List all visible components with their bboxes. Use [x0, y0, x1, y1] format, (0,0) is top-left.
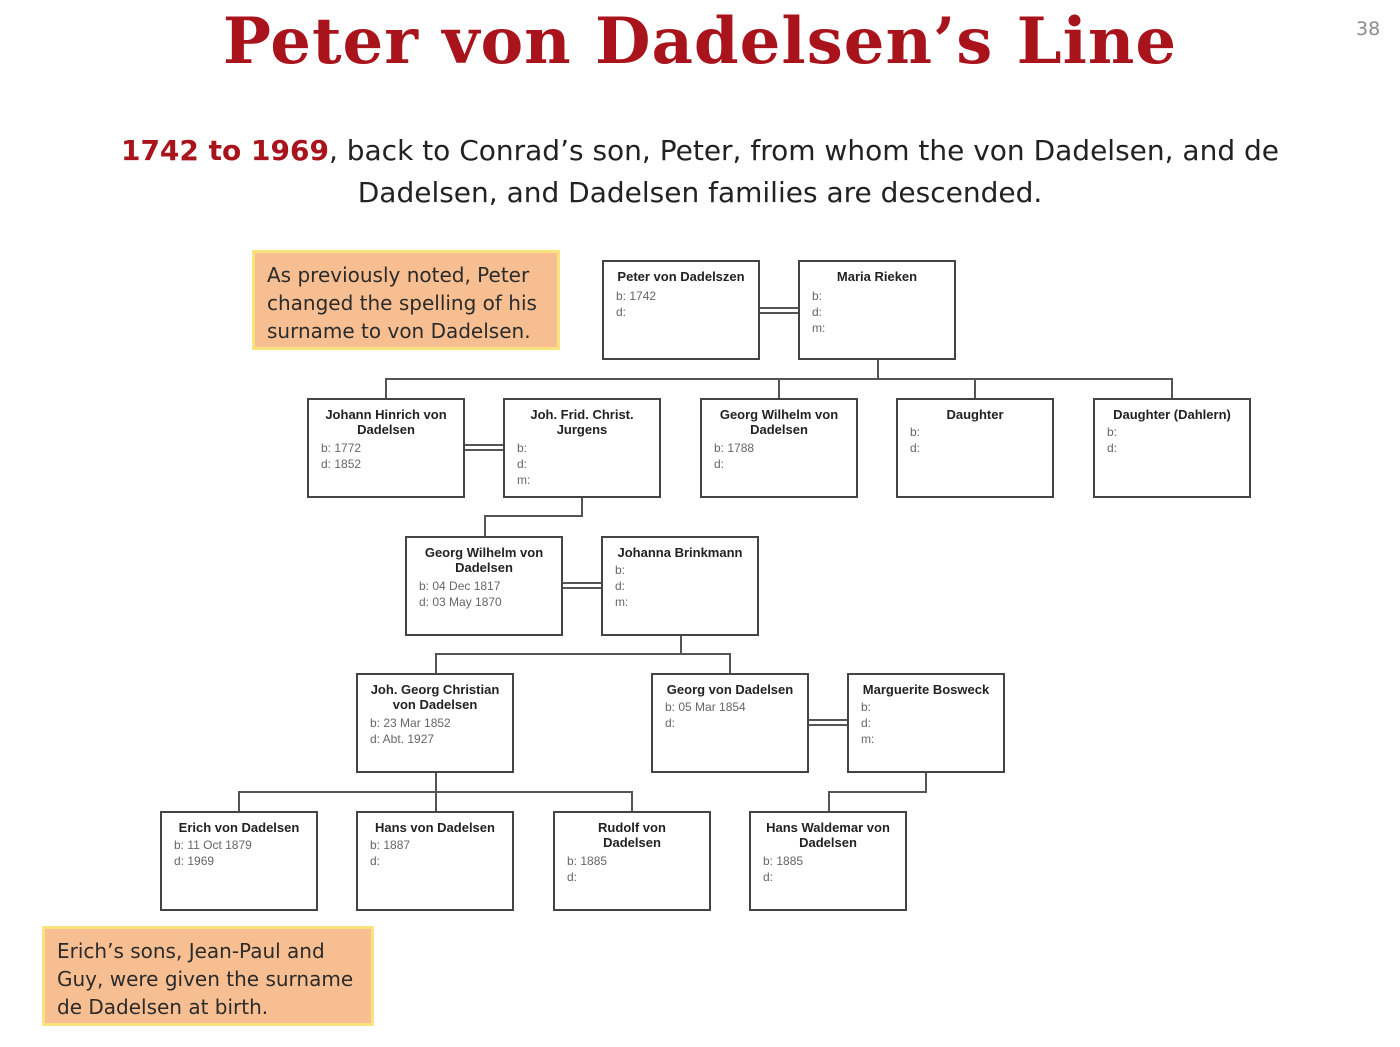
death-date: d: 03 May 1870: [419, 595, 502, 609]
birth-date: b:: [615, 563, 626, 577]
person-name: Georg von Dadelsen: [666, 682, 794, 697]
marriage-line: [563, 582, 602, 584]
death-date: d:: [714, 457, 725, 471]
death-date: d: Abt. 1927: [370, 732, 435, 746]
person-name: Marguerite Bosweck: [862, 682, 990, 697]
birth-date: b: 05 Mar 1854: [665, 700, 746, 714]
date-range: 1742 to 1969: [120, 134, 329, 167]
marriage-line: [465, 444, 504, 446]
death-date: d: 1969: [174, 854, 215, 868]
birth-date: b:: [861, 700, 872, 714]
person-name: Hans von Dadelsen: [375, 820, 495, 835]
birth-date: b: 1788: [714, 441, 755, 455]
note-erich-sons: Erich’s sons, Jean-Paul and Guy, were given the surname de Dadelsen at birth.: [42, 926, 374, 1026]
family-line: [484, 515, 583, 517]
death-date: d:: [567, 870, 578, 884]
person-name: Maria Rieken: [836, 269, 918, 284]
family-line: [631, 791, 633, 811]
person-name: Johanna Brinkmann: [617, 545, 743, 560]
person-card-daughter: [896, 398, 1054, 498]
person-card-joh-georg-christian-von-dadelsen: [356, 673, 514, 773]
marriage-line: [809, 719, 848, 721]
family-line: [581, 497, 583, 516]
family-line: [828, 791, 830, 811]
death-date: d:: [615, 579, 626, 593]
family-line: [238, 791, 240, 811]
note-spelling: As previously noted, Peter changed the spelling of his surname to von Dadelsen.: [252, 250, 560, 350]
person-card-erich-von-dadelsen: [160, 811, 318, 911]
marriage-line: [465, 449, 504, 451]
family-line: [828, 791, 927, 793]
family-line: [729, 653, 731, 674]
death-date: d:: [910, 441, 921, 455]
person-card-georg-wilhelm-von-dadelsen-1817: [405, 536, 563, 636]
family-line: [974, 378, 976, 398]
family-line: [680, 635, 682, 654]
birth-date: b: 11 Oct 1879: [174, 838, 252, 852]
person-card-maria-rieken: [798, 260, 956, 360]
birth-date: b:: [1107, 425, 1118, 439]
person-card-daughter-dahlern: [1093, 398, 1251, 498]
marriage-date: m:: [615, 595, 629, 609]
marriage-date: m:: [517, 473, 531, 487]
person-card-hans-waldemar-von-dadelsen: [749, 811, 907, 911]
family-line: [435, 653, 437, 674]
birth-date: b:: [910, 425, 921, 439]
death-date: d:: [665, 716, 676, 730]
person-name: Hans Waldemar von Dadelsen: [766, 820, 890, 850]
person-name: Erich von Dadelsen: [178, 820, 300, 835]
family-line: [1171, 378, 1173, 398]
family-line: [877, 360, 879, 379]
person-name: Georg Wilhelm von Dadelsen: [719, 407, 839, 437]
birth-date: b: 1772: [321, 441, 362, 455]
marriage-line: [760, 312, 799, 314]
person-card-marguerite-bosweck: [847, 673, 1005, 773]
person-card-johann-hinrich-von-dadelsen: [307, 398, 465, 498]
family-line: [385, 378, 387, 398]
person-name: Rudolf von Dadelsen: [598, 820, 666, 850]
family-line: [435, 773, 437, 791]
family-line: [484, 515, 486, 536]
person-name: Joh. Frid. Christ. Jurgens: [530, 407, 634, 437]
death-date: d:: [812, 305, 823, 319]
subtitle: [100, 130, 1300, 214]
marriage-line: [809, 724, 848, 726]
marriage-line: [760, 307, 799, 309]
family-line: [778, 378, 780, 398]
person-card-peter-von-dadelszen: [602, 260, 760, 360]
slide-title: Peter von Dadelsen’s Line: [222, 4, 1178, 79]
death-date: d:: [861, 716, 872, 730]
person-card-rudolf-von-dadelsen: [553, 811, 711, 911]
marriage-date: m:: [812, 321, 826, 335]
subtitle-text: , back to Conrad’s son, Peter, from whom the von Dadelsen, and de Dadelsen, and Dadelsen families are descended.: [328, 134, 1280, 209]
person-card-hans-von-dadelsen: [356, 811, 514, 911]
birth-date: b:: [517, 441, 528, 455]
person-card-georg-wilhelm-von-dadelsen-1788: [700, 398, 858, 498]
death-date: d: 1852: [321, 457, 362, 471]
marriage-line: [563, 587, 602, 589]
family-line: [925, 773, 927, 792]
slide-number: 38: [1356, 18, 1381, 40]
birth-date: b: 23 Mar 1852: [370, 716, 451, 730]
death-date: d:: [1107, 441, 1118, 455]
death-date: d:: [616, 305, 627, 319]
person-name: Joh. Georg Christian von Dadelsen: [370, 682, 500, 712]
person-card-georg-von-dadelsen-1854: [651, 673, 809, 773]
birth-date: b:: [812, 289, 823, 303]
person-name: Daughter: [946, 407, 1004, 422]
birth-date: b: 1885: [763, 854, 804, 868]
family-line: [435, 653, 731, 655]
death-date: d:: [763, 870, 774, 884]
family-line: [435, 791, 437, 811]
marriage-date: m:: [861, 732, 875, 746]
person-name: Peter von Dadelszen: [617, 269, 745, 284]
person-name: Georg Wilhelm von Dadelsen: [424, 545, 544, 575]
birth-date: b: 1887: [370, 838, 411, 852]
birth-date: b: 04 Dec 1817: [419, 579, 501, 593]
death-date: d:: [517, 457, 528, 471]
person-card-joh-frid-christ-jurgens: [503, 398, 661, 498]
person-name: Johann Hinrich von Dadelsen: [325, 407, 447, 437]
birth-date: b: 1742: [616, 289, 657, 303]
death-date: d:: [370, 854, 381, 868]
person-name: Daughter (Dahlern): [1113, 407, 1231, 422]
birth-date: b: 1885: [567, 854, 608, 868]
person-card-johanna-brinkmann: [601, 536, 759, 636]
